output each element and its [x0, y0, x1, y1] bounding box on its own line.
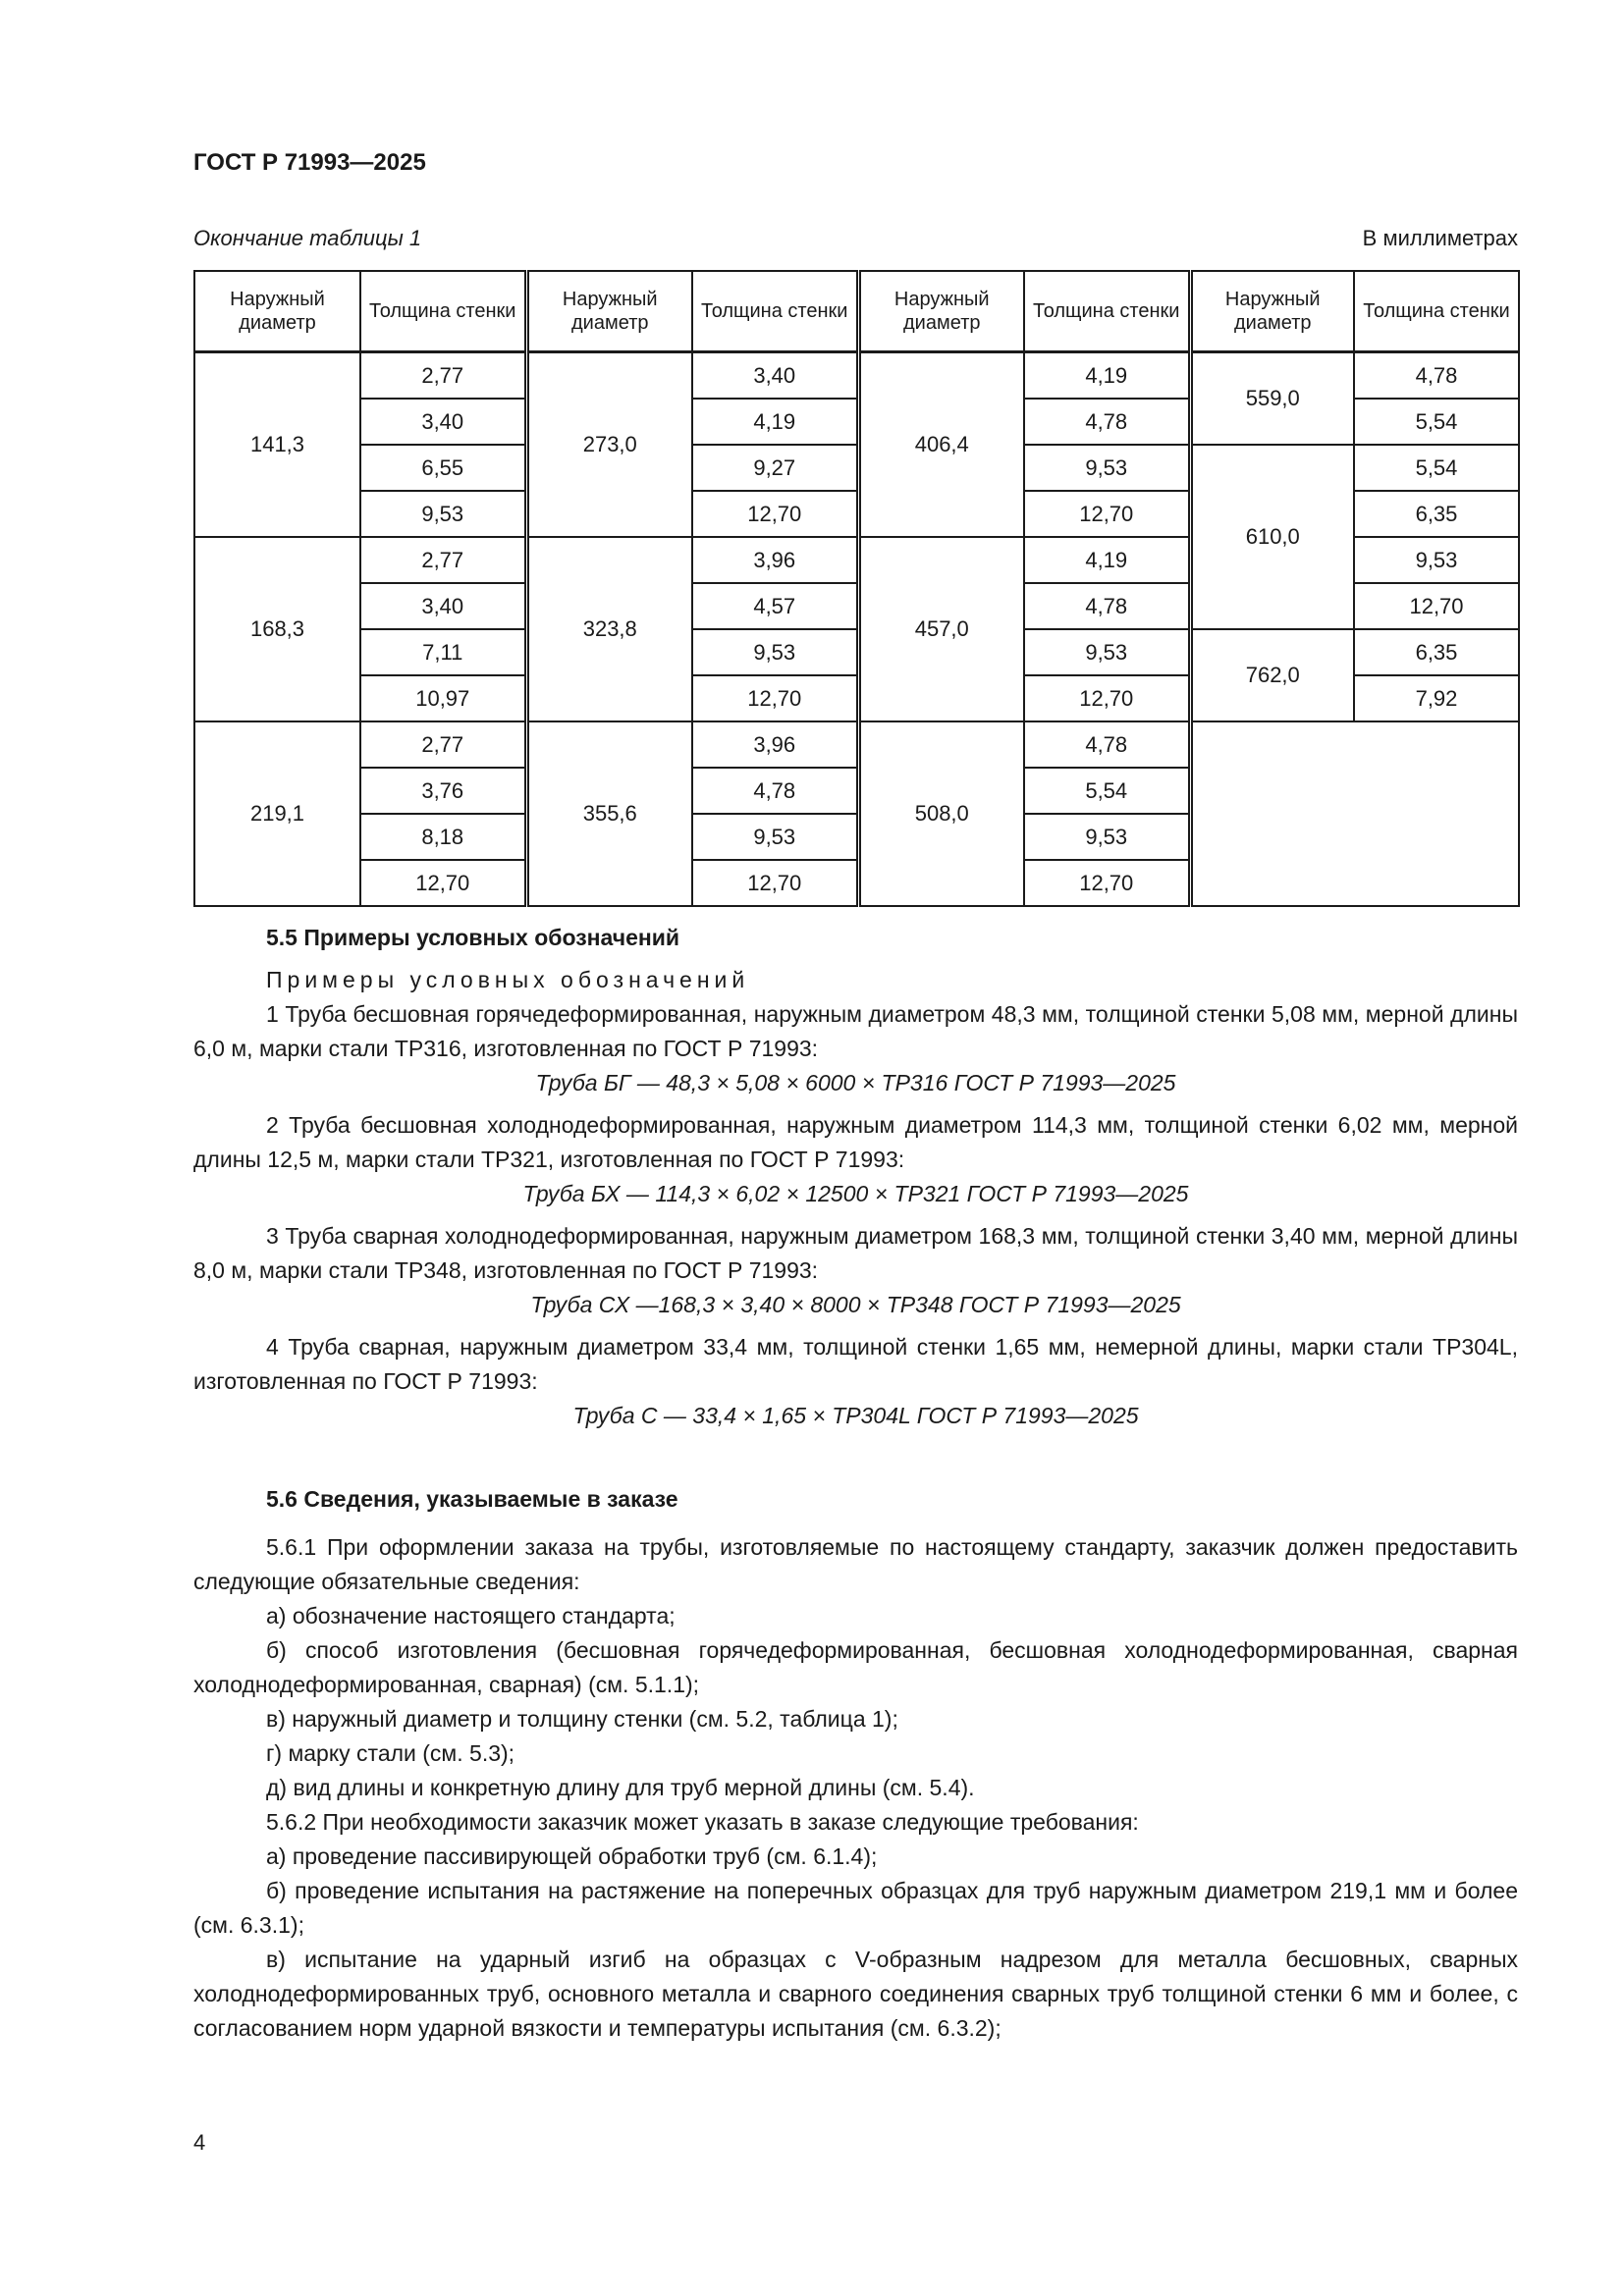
- thickness-cell: 9,53: [1024, 445, 1190, 491]
- table-header-row: [194, 271, 1519, 352]
- table-row: [194, 352, 1519, 400]
- example-text: 4 Труба сварная, наружным диаметром 33,4 мм, толщиной стенки 1,65 мм, немерной длины, марки стали ТР304L, изготовленная по ГОСТ Р 71993:: [193, 1334, 1518, 1394]
- example-formula: Труба С — 33,4 × 1,65 × ТР304L ГОСТ Р 71993—2025: [572, 1403, 1139, 1428]
- diameter-cell: 457,0: [858, 537, 1024, 721]
- diameter-cell: 168,3: [194, 537, 360, 721]
- example-text: 2 Труба бесшовная холоднодеформированная, наружным диаметром 114,3 мм, толщиной стенки 6,02 мм, мерной длины 12,5 м, марки стали ТР321, изготовленная по ГОСТ Р 71993:: [193, 1112, 1518, 1172]
- thickness-cell: 4,78: [1024, 721, 1190, 768]
- thickness-cell: 12,70: [1024, 491, 1190, 537]
- table-row: [194, 629, 1519, 675]
- thickness-cell: 9,53: [692, 629, 858, 675]
- thickness-cell: 12,70: [692, 860, 858, 906]
- thickness-cell: 4,19: [1024, 537, 1190, 583]
- thickness-cell: 5,54: [1354, 399, 1519, 445]
- document-code: ГОСТ Р 71993—2025: [193, 149, 426, 176]
- thickness-cell: 7,92: [1354, 675, 1519, 721]
- empty-cell: [1190, 721, 1519, 906]
- diameter-cell: 219,1: [194, 721, 360, 906]
- diameter-cell: 355,6: [526, 721, 692, 906]
- example-formula: Труба БГ — 48,3 × 5,08 × 6000 × ТР316 ГОСТ Р 71993—2025: [535, 1070, 1176, 1095]
- thickness-cell: 12,70: [1024, 675, 1190, 721]
- table-row: [194, 721, 1519, 768]
- header-wall-thickness: Толщина стенки: [360, 271, 526, 352]
- thickness-cell: 7,11: [360, 629, 526, 675]
- section-5-5: [193, 921, 1518, 1433]
- table-caption-row: [193, 226, 1518, 251]
- thickness-cell: 2,77: [360, 537, 526, 583]
- thickness-cell: 9,53: [1024, 814, 1190, 860]
- list-item: в) наружный диаметр и толщину стенки (см. 5.2, таблица 1);: [266, 1706, 898, 1732]
- thickness-cell: 12,70: [692, 675, 858, 721]
- thickness-cell: 6,35: [1354, 629, 1519, 675]
- thickness-cell: 3,76: [360, 768, 526, 814]
- thickness-cell: 6,35: [1354, 491, 1519, 537]
- list-item: в) испытание на ударный изгиб на образцах с V-образным надрезом для металла бесшовных, сварных холоднодеформированных труб, основного металла и сварного соединения сварных труб толщиной стенки 6 мм и более, с согласованием норм ударной вязкости и температуры испытания (см. 6.3.2);: [193, 1947, 1518, 2041]
- section-title: 5.6 Сведения, указываемые в заказе: [266, 1486, 678, 1512]
- section-5-6: [193, 1482, 1518, 2046]
- thickness-cell: 3,40: [360, 583, 526, 629]
- header-wall-thickness: Толщина стенки: [1354, 271, 1519, 352]
- thickness-cell: 10,97: [360, 675, 526, 721]
- thickness-cell: 2,77: [360, 352, 526, 400]
- list-item: а) проведение пассивирующей обработки труб (см. 6.1.4);: [266, 1843, 878, 1869]
- example-text: 1 Труба бесшовная горячедеформированная, наружным диаметром 48,3 мм, толщиной стенки 5,08 мм, мерной длины 6,0 м, марки стали ТР316, изготовленная по ГОСТ Р 71993:: [193, 1001, 1518, 1061]
- paragraph-5-6-2: 5.6.2 При необходимости заказчик может указать в заказе следующие требования:: [266, 1809, 1139, 1835]
- thickness-cell: 4,57: [692, 583, 858, 629]
- example-text: 3 Труба сварная холоднодеформированная, наружным диаметром 168,3 мм, толщиной стенки 3,40 мм, мерной длины 8,0 м, марки стали ТР348, изготовленная по ГОСТ Р 71993:: [193, 1223, 1518, 1283]
- thickness-cell: 3,40: [692, 352, 858, 400]
- thickness-cell: 5,54: [1354, 445, 1519, 491]
- table-units: В миллиметрах: [1362, 226, 1518, 250]
- thickness-cell: 2,77: [360, 721, 526, 768]
- thickness-cell: 12,70: [1024, 860, 1190, 906]
- header-wall-thickness: Толщина стенки: [692, 271, 858, 352]
- thickness-cell: 9,53: [1354, 537, 1519, 583]
- list-item: г) марку стали (см. 5.3);: [266, 1740, 515, 1766]
- header-outer-diameter: Наружный диаметр: [858, 271, 1024, 352]
- list-item: б) способ изготовления (бесшовная горячедеформированная, бесшовная холоднодеформированная, сварная холоднодеформированная, сварная) (см. 5.1.1);: [193, 1637, 1518, 1697]
- diameter-cell: 762,0: [1190, 629, 1354, 721]
- thickness-cell: 9,53: [692, 814, 858, 860]
- table-row: [194, 445, 1519, 491]
- thickness-cell: 12,70: [692, 491, 858, 537]
- paragraph-5-6-1: 5.6.1 При оформлении заказа на трубы, изготовляемые по настоящему стандарту, заказчик должен предоставить следующие обязательные сведения:: [193, 1534, 1518, 1594]
- example-formula: Труба БХ — 114,3 × 6,02 × 12500 × ТР321 ГОСТ Р 71993—2025: [522, 1181, 1189, 1206]
- thickness-cell: 3,96: [692, 537, 858, 583]
- diameter-cell: 406,4: [858, 352, 1024, 538]
- diameter-cell: 141,3: [194, 352, 360, 538]
- section-title: 5.5 Примеры условных обозначений: [266, 925, 680, 950]
- thickness-cell: 8,18: [360, 814, 526, 860]
- thickness-cell: 4,78: [1024, 583, 1190, 629]
- thickness-cell: 4,19: [692, 399, 858, 445]
- pipe-dimensions-table: [193, 270, 1520, 907]
- header-wall-thickness: Толщина стенки: [1024, 271, 1190, 352]
- thickness-cell: 3,40: [360, 399, 526, 445]
- examples-heading: Примеры условных обозначений: [266, 967, 750, 992]
- diameter-cell: 323,8: [526, 537, 692, 721]
- thickness-cell: 5,54: [1024, 768, 1190, 814]
- document-page: [193, 0, 1518, 2296]
- list-item: д) вид длины и конкретную длину для труб мерной длины (см. 5.4).: [266, 1775, 975, 1800]
- thickness-cell: 6,55: [360, 445, 526, 491]
- header-outer-diameter: Наружный диаметр: [1190, 271, 1354, 352]
- thickness-cell: 4,78: [1354, 352, 1519, 400]
- thickness-cell: 9,27: [692, 445, 858, 491]
- diameter-cell: 508,0: [858, 721, 1024, 906]
- thickness-cell: 4,78: [692, 768, 858, 814]
- list-item: б) проведение испытания на растяжение на поперечных образцах для труб наружным диаметром 219,1 мм и более (см. 6.3.1);: [193, 1878, 1518, 1938]
- list-item: а) обозначение настоящего стандарта;: [266, 1603, 676, 1629]
- thickness-cell: 4,19: [1024, 352, 1190, 400]
- thickness-cell: 9,53: [360, 491, 526, 537]
- thickness-cell: 12,70: [360, 860, 526, 906]
- example-formula: Труба СХ —168,3 × 3,40 × 8000 × ТР348 ГОСТ Р 71993—2025: [530, 1292, 1181, 1317]
- page-number: 4: [193, 2130, 206, 2155]
- thickness-cell: 4,78: [1024, 399, 1190, 445]
- thickness-cell: 3,96: [692, 721, 858, 768]
- diameter-cell: 273,0: [526, 352, 692, 538]
- diameter-cell: 610,0: [1190, 445, 1354, 629]
- header-outer-diameter: Наружный диаметр: [526, 271, 692, 352]
- thickness-cell: 9,53: [1024, 629, 1190, 675]
- thickness-cell: 12,70: [1354, 583, 1519, 629]
- diameter-cell: 559,0: [1190, 352, 1354, 446]
- header-outer-diameter: Наружный диаметр: [194, 271, 360, 352]
- table-caption: Окончание таблицы 1: [193, 226, 422, 250]
